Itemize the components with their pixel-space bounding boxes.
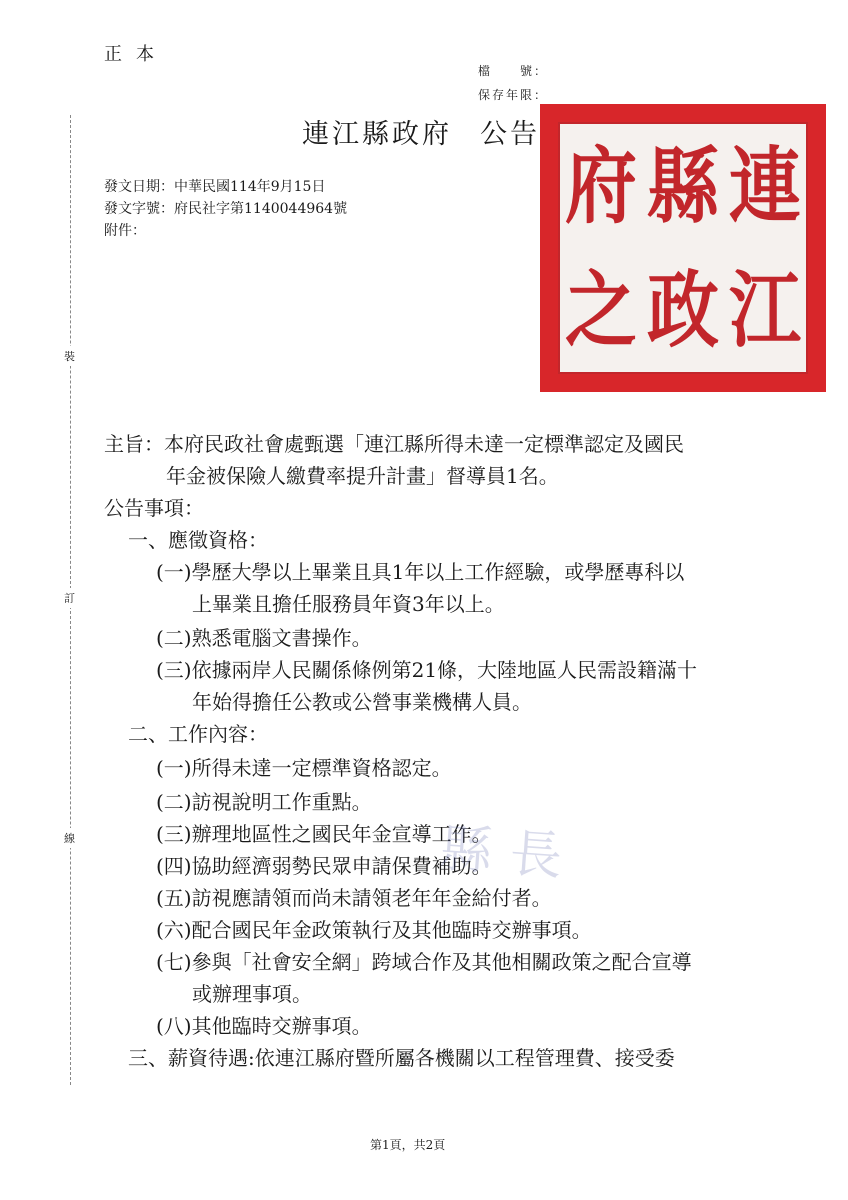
duty-item: (六)配合國民年金政策執行及其他臨時交辦事項。 — [156, 918, 592, 942]
title-organization: 連江縣政府 — [302, 119, 452, 150]
binding-char-ding: 訂 — [64, 588, 75, 608]
seal-char: 政 — [646, 260, 719, 359]
duty-item: (二)訪視說明工作重點。 — [156, 790, 372, 814]
binding-char-xian: 線 — [64, 828, 75, 848]
retention-period-label: 保存年限： — [478, 88, 549, 102]
issue-number: 發文字號：府民社字第1140044964號 — [104, 201, 348, 217]
duty-item: (七)參與「社會安全網」跨域合作及其他相關政策之配合宣導 — [156, 950, 692, 974]
qualification-item-cont: 上畢業且擔任服務員年資3年以上。 — [192, 592, 505, 616]
duty-item-cont: 或辦理事項。 — [192, 982, 312, 1006]
subject-line-2: 年金被保險人繳費率提升計畫」督導員1名。 — [166, 464, 559, 488]
seal-char: 府 — [564, 136, 637, 235]
binding-char-zhuang: 裝 — [64, 346, 75, 366]
title-type: 公告 — [480, 119, 540, 150]
official-seal — [540, 104, 826, 392]
qualification-item-cont: 年始得擔任公教或公營事業機構人員。 — [192, 690, 532, 714]
document-title — [302, 112, 540, 151]
section-duties-title: 二、工作內容： — [128, 722, 268, 746]
section-qualifications-title: 一、應徵資格： — [128, 528, 268, 552]
section-salary-title: 三、薪資待遇:依連江縣府暨所屬各機關以工程管理費、接受委 — [128, 1046, 675, 1070]
qualification-item: (二)熟悉電腦文書操作。 — [156, 626, 372, 650]
seal-inner — [558, 122, 808, 374]
seal-char: 縣 — [646, 136, 719, 235]
duty-item: (五)訪視應請領而尚未請領老年年金給付者。 — [156, 886, 552, 910]
copy-mark: 正本 — [104, 44, 168, 65]
issue-date: 發文日期：中華民國114年9月15日 — [104, 179, 326, 195]
duty-item: (三)辦理地區性之國民年金宣導工作。 — [156, 822, 492, 846]
archive-number-label: 檔 號： — [478, 64, 549, 78]
page-footer: 第1頁，共2頁 — [370, 1138, 446, 1152]
notice-items-title: 公告事項： — [104, 496, 204, 520]
seal-char: 連 — [728, 136, 801, 235]
duty-item: (四)協助經濟弱勢民眾申請保費補助。 — [156, 854, 492, 878]
qualification-item: (一)學歷大學以上畢業且具1年以上工作經驗，或學歷專科以 — [156, 560, 685, 584]
seal-char: 江 — [728, 260, 801, 359]
duty-item: (一)所得未達一定標準資格認定。 — [156, 756, 452, 780]
attachment-label: 附件： — [104, 223, 146, 239]
faint-blue-stamp: 縣長 — [438, 818, 582, 889]
subject-line-1: 主旨：本府民政社會處甄選「連江縣所得未達一定標準認定及國民 — [104, 432, 684, 456]
qualification-item: (三)依據兩岸人民關係條例第21條，大陸地區人民需設籍滿十 — [156, 658, 698, 682]
seal-char: 之 — [564, 260, 637, 359]
duty-item: (八)其他臨時交辦事項。 — [156, 1014, 372, 1038]
